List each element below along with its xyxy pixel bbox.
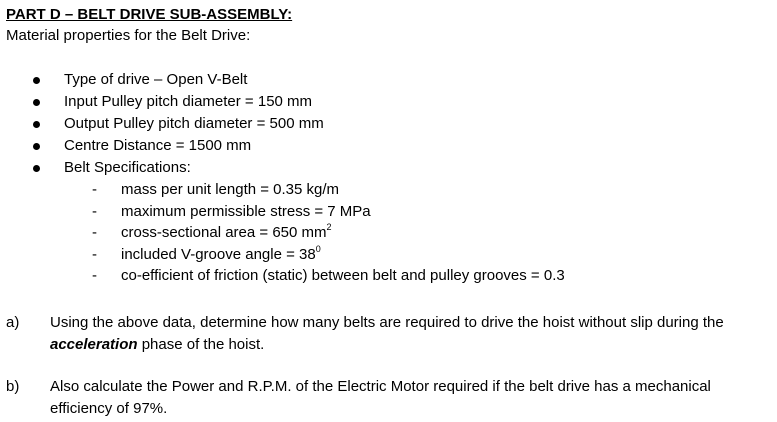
list-item xyxy=(6,91,324,113)
dash-marker: - xyxy=(92,245,97,263)
spec-item-friction xyxy=(6,265,565,287)
question-text: Also calculate the Power and R.P.M. of the Electric Motor required if the belt drive has a mechanical efficiency of 97%. xyxy=(50,378,711,417)
question-text-part: Using the above data, determine how many belts are required to drive the hoist without slip during the xyxy=(50,314,724,331)
belt-specifications-list xyxy=(6,179,565,287)
document-body xyxy=(6,4,774,417)
bullet-icon xyxy=(33,99,40,106)
list-item-text: Output Pulley pitch diameter = 500 mm xyxy=(64,115,324,132)
spec-text: co-efficient of friction (static) between belt and pulley grooves = 0.3 xyxy=(121,267,565,284)
bullet-icon xyxy=(33,77,40,84)
list-item xyxy=(6,69,324,91)
spec-text: included V-groove angle = 38 xyxy=(121,245,316,263)
list-item xyxy=(6,135,324,157)
question-a xyxy=(6,312,774,356)
list-item xyxy=(6,113,324,135)
spec-text: cross-sectional area = 650 mm xyxy=(121,224,327,241)
spec-item-area xyxy=(6,222,565,244)
superscript: 2 xyxy=(326,222,332,232)
spec-item-angle xyxy=(6,244,565,266)
list-item-text: Type of drive – Open V-Belt xyxy=(64,71,248,88)
spec-item-stress xyxy=(6,201,565,223)
bullet-icon xyxy=(33,121,40,128)
list-item-text: Centre Distance = 1500 mm xyxy=(64,137,252,154)
dash-marker: - xyxy=(92,267,97,284)
dash-marker: - xyxy=(92,224,97,241)
list-item xyxy=(6,157,324,179)
spec-item-mass xyxy=(6,179,565,201)
list-item-text: Belt Specifications: xyxy=(64,159,191,176)
bullet-icon xyxy=(33,143,40,150)
dash-marker: - xyxy=(92,181,97,198)
question-label: a) xyxy=(6,314,20,331)
section-heading: PART D – BELT DRIVE SUB-ASSEMBLY: xyxy=(6,6,293,23)
list-item-text: Input Pulley pitch diameter = 150 mm xyxy=(64,93,313,110)
superscript: 0 xyxy=(315,243,321,254)
intro-text: Material properties for the Belt Drive: xyxy=(6,27,251,44)
dash-marker: - xyxy=(92,202,97,220)
question-b xyxy=(6,376,774,420)
emphasis-text: acceleration xyxy=(50,336,138,353)
spec-text: mass per unit length = 0.35 kg/m xyxy=(121,181,340,198)
question-text xyxy=(50,312,774,356)
bullet-icon xyxy=(33,165,40,172)
question-text-part: phase of the hoist. xyxy=(137,336,265,353)
properties-list xyxy=(6,69,324,179)
spec-text: maximum permissible stress = 7 MPa xyxy=(121,202,371,220)
question-label: b) xyxy=(6,378,20,395)
